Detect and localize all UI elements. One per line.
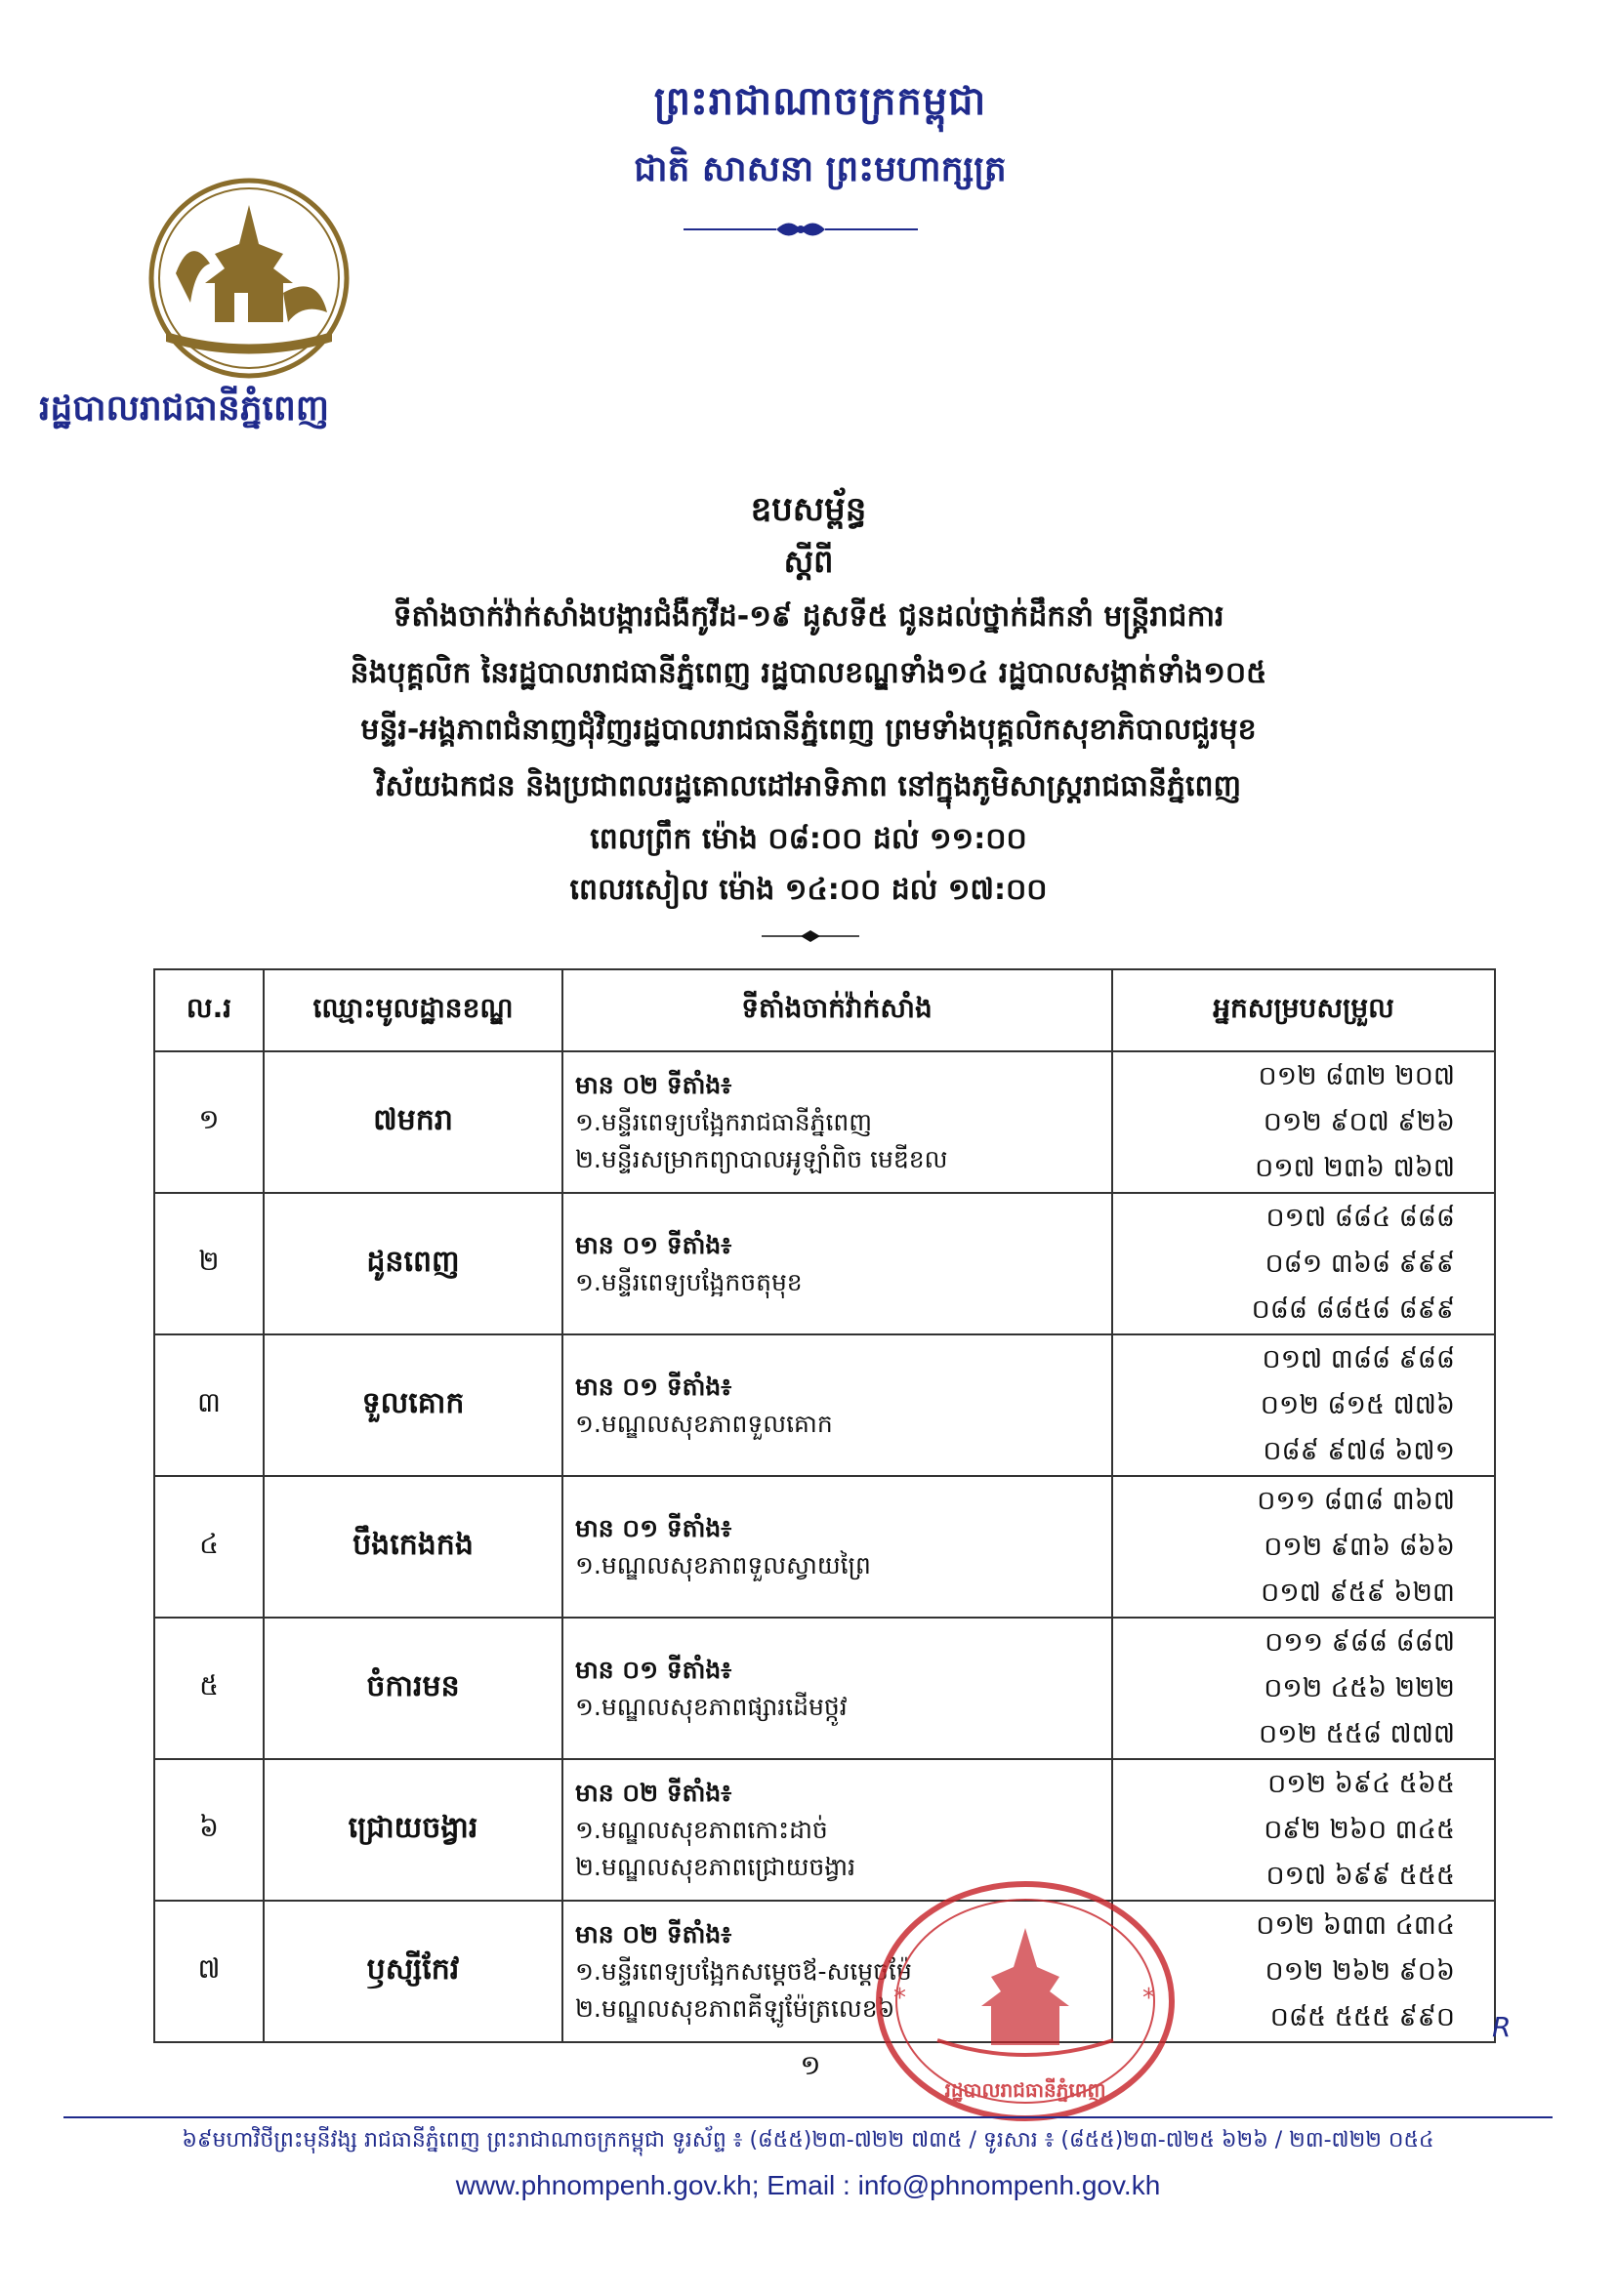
- location-count: មាន ០១ ទីតាំង៖: [575, 1513, 732, 1542]
- district-name: ឫស្សីកែវ: [264, 1901, 562, 2042]
- official-seal: [869, 1874, 1182, 2128]
- row-number: ១: [154, 1051, 264, 1193]
- phone-number: ០៨១ ៣៦៨ ៩៩៩: [1265, 1249, 1455, 1279]
- handwritten-initial: R: [1492, 2011, 1512, 2043]
- location-cell: [562, 1476, 1112, 1618]
- table-row: [154, 1051, 1495, 1193]
- location-count: មាន ០២ ទីតាំង៖: [575, 1919, 732, 1948]
- phone-number: ០១១ ៩៨៨ ៨៨៧: [1265, 1627, 1455, 1658]
- location-item: ១.មណ្ឌលសុខភាពកោះដាច់: [575, 1815, 828, 1844]
- table-row: [154, 1334, 1495, 1476]
- col-header-district: ឈ្មោះមូលដ្ឋានខណ្ឌ: [264, 969, 562, 1051]
- coordinator-phones: [1112, 1193, 1495, 1334]
- district-name: ៧មករា: [264, 1051, 562, 1193]
- phnom-penh-emblem: [137, 176, 361, 381]
- location-count: មាន ០១ ទីតាំង៖: [575, 1655, 732, 1684]
- phone-number: ០៨៥ ៥៥៥ ៩៩០: [1269, 2002, 1455, 2032]
- subject-line: ទីតាំងចាក់វ៉ាក់សាំងបង្ការជំងឺកូវីដ-១៩ ដូសទី៥ ជូនដល់ថ្នាក់ដឹកនាំ មន្ត្រីរាជការ: [393, 599, 1224, 634]
- location-cell: [562, 1618, 1112, 1759]
- location-cell: [562, 1051, 1112, 1193]
- col-header-number: ល.រ: [154, 969, 264, 1051]
- district-name: បឹងកេងកង: [264, 1476, 562, 1618]
- section-divider: [762, 929, 859, 943]
- time-morning: ពេលព្រឹក ម៉ោង ០៨:០០ ដល់ ១១:០០: [590, 822, 1027, 856]
- row-number: ២: [154, 1193, 264, 1334]
- location-cell: [562, 1193, 1112, 1334]
- location-item: ១.មន្ទីរពេទ្យបង្អែកចតុមុខ: [575, 1267, 803, 1296]
- national-motto: ជាតិ សាសនា ព្រះមហាក្សត្រ: [634, 149, 1007, 189]
- row-number: ៣: [154, 1334, 264, 1476]
- table-row: [154, 1759, 1495, 1901]
- coordinator-phones: [1112, 1476, 1495, 1618]
- row-number: ៥: [154, 1618, 264, 1759]
- location-item: ២.មណ្ឌលសុខភាពជ្រោយចង្វារ: [575, 1852, 855, 1881]
- table-header-row: [154, 969, 1495, 1051]
- document-title: ឧបសម្ព័ន្ធ: [750, 490, 867, 529]
- phone-number: ០១២ ៦៩៤ ៥៦៥: [1267, 1769, 1455, 1799]
- row-number: ៤: [154, 1476, 264, 1618]
- location-count: មាន ០២ ទីតាំង៖: [575, 1070, 732, 1099]
- location-item: ១.មន្ទីរពេទ្យបង្អែកសម្តេចឪ-សម្តេចម៉ែ: [575, 1956, 912, 1986]
- row-number: ៧: [154, 1901, 264, 2042]
- table-row: [154, 1193, 1495, 1334]
- footer-web-email: www.phnompenh.gov.kh; Email : info@phnompenh.gov.kh: [455, 2170, 1161, 2200]
- phone-number: ០១៧ ២៣៦ ៧៦៧: [1255, 1153, 1455, 1183]
- phone-number: ០១៧ ៨៨៤ ៨៨៨: [1265, 1203, 1455, 1233]
- phone-number: ០១២ ៥៥៨ ៧៧៧: [1259, 1719, 1455, 1749]
- district-name: ទួលគោក: [264, 1334, 562, 1476]
- phone-number: ០៩២ ២៦០ ៣៤៥: [1264, 1815, 1455, 1845]
- svg-text:*: *: [1142, 1984, 1155, 2013]
- location-item: ២.មណ្ឌលសុខភាពគីឡូម៉ែត្រលេខ៦: [575, 1993, 895, 2023]
- phone-number: ០១២ ៤៥៦ ២២២: [1264, 1673, 1455, 1703]
- phone-number: ០១៧ ៩៥៩ ៦២៣: [1261, 1578, 1455, 1608]
- phone-number: ០១២ ៨៣២ ២០៧: [1258, 1061, 1455, 1091]
- location-count: មាន ០២ ទីតាំង៖: [575, 1778, 732, 1807]
- location-item: ១.មន្ទីរពេទ្យបង្អែករាជធានីភ្នំពេញ: [575, 1107, 873, 1136]
- header-ornament: [684, 215, 918, 244]
- time-afternoon: ពេលរសៀល ម៉ោង ១៤:០០ ដល់ ១៧:០០: [569, 873, 1048, 907]
- location-count: មាន ០១ ទីតាំង៖: [575, 1372, 732, 1401]
- phone-number: ០៨៨ ៨៨៥៨ ៨៩៩: [1251, 1294, 1455, 1325]
- phone-number: ០១២ ៨១៥ ៧៧៦: [1260, 1390, 1455, 1420]
- document-about: ស្តីពី: [783, 543, 834, 580]
- coordinator-phones: [1112, 1051, 1495, 1193]
- seal-text: រដ្ឋបាលរាជធានីភ្នំពេញ: [944, 2078, 1106, 2102]
- phone-number: ០១១ ៨៣៨ ៣៦៧: [1257, 1486, 1455, 1516]
- svg-text:*: *: [893, 1984, 906, 2013]
- phone-number: ០១២ ៩០៧ ៩២៦: [1263, 1107, 1455, 1137]
- admin-name: រដ្ឋបាលរាជធានីភ្នំពេញ: [39, 389, 330, 429]
- page-number: ១: [800, 2049, 821, 2081]
- district-name: ដូនពេញ: [264, 1193, 562, 1334]
- vaccination-sites-table: [153, 968, 1496, 2043]
- location-item: ១.មណ្ឌលសុខភាពទួលស្វាយព្រៃ: [575, 1550, 871, 1579]
- table-row: [154, 1618, 1495, 1759]
- location-count: មាន ០១ ទីតាំង៖: [575, 1230, 732, 1259]
- row-number: ៦: [154, 1759, 264, 1901]
- location-cell: [562, 1334, 1112, 1476]
- location-item: ១.មណ្ឌលសុខភាពទួលគោក: [575, 1409, 833, 1438]
- district-name: ចំការមន: [264, 1618, 562, 1759]
- coordinator-phones: [1112, 1618, 1495, 1759]
- phone-number: ០១៧ ៣៨៨ ៩៨៨: [1262, 1344, 1455, 1374]
- phone-number: ០១២ ៦៣៣ ៤៣៤: [1256, 1910, 1455, 1941]
- phone-number: ០១២ ២៦២ ៩០៦: [1265, 1956, 1455, 1987]
- phone-number: ០១៧ ៦៩៩ ៥៥៥: [1265, 1861, 1455, 1891]
- footer-address: ៦៩មហាវិថីព្រះមុនីវង្ស រាជធានីភ្នំពេញ ព្រះរាជាណាចក្រកម្ពុជា ទូរស័ព្ទ ៖ (៨៥៥)២៣-៧២២ ៧៣៥ / ទូរសារ ៖ (៨៥៥)២៣-៧២៥ ៦២៦ / ២៣-៧២២ ០៥៤: [182, 2128, 1434, 2152]
- location-item: ២.មន្ទីរសម្រាកព្យាបាលអូឡាំពិច មេឌីខល: [575, 1144, 948, 1173]
- subject-line: មន្ទីរ-អង្គភាពជំនាញជុំវិញរដ្ឋបាលរាជធានីភ្នំពេញ ព្រមទាំងបុគ្គលិកសុខាភិបាលជួរមុខ: [360, 713, 1257, 747]
- phone-number: ០១២ ៩៣៦ ៨៦៦: [1264, 1532, 1455, 1562]
- kingdom-title: ព្រះរាជាណាចក្រកម្ពុជា: [653, 79, 987, 124]
- col-header-location: ទីតាំងចាក់វ៉ាក់សាំង: [562, 969, 1112, 1051]
- table-row: [154, 1476, 1495, 1618]
- footer-divider: [63, 2116, 1553, 2118]
- location-item: ១.មណ្ឌលសុខភាពផ្សារដើមថ្កូវ: [575, 1692, 848, 1721]
- district-name: ជ្រោយចង្វារ: [264, 1759, 562, 1901]
- subject-line: វិស័យឯកជន និងប្រជាពលរដ្ឋគោលដៅអាទិភាព នៅក្នុងភូមិសាស្ត្ររាជធានីភ្នំពេញ: [375, 769, 1242, 803]
- table-row: [154, 1901, 1495, 2042]
- coordinator-phones: [1112, 1334, 1495, 1476]
- phone-number: ០៨៩ ៩៧៨ ៦៧១: [1263, 1436, 1455, 1466]
- subject-line: និងបុគ្គលិក នៃរដ្ឋបាលរាជធានីភ្នំពេញ រដ្ឋបាលខណ្ឌទាំង១៤ រដ្ឋបាលសង្កាត់ទាំង១០៥: [350, 656, 1267, 690]
- col-header-coordinator: អ្នកសម្របសម្រួល: [1112, 969, 1495, 1051]
